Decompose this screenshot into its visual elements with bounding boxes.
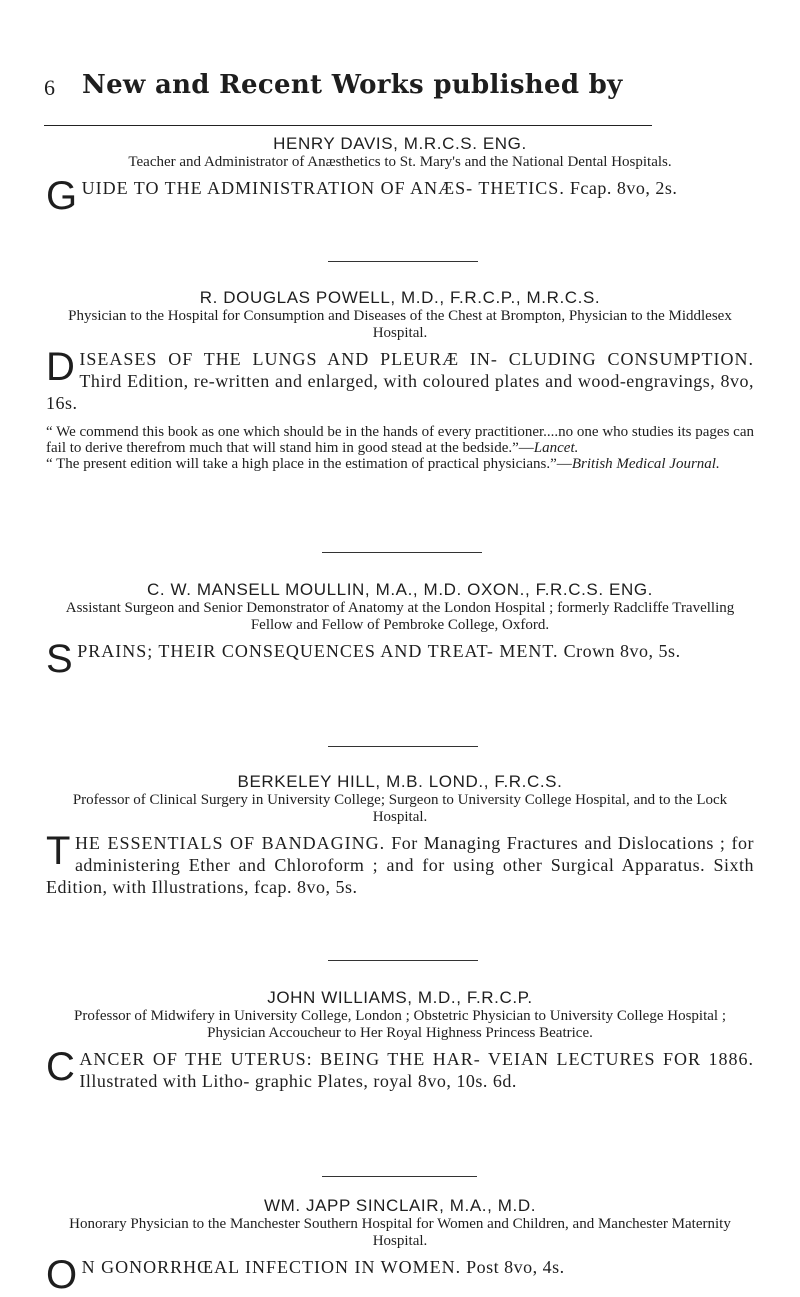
author-affiliation: Teacher and Administrator of Anæsthetics to St. Mary's and the National Dental Hospitals. — [128, 154, 672, 170]
title-details: For Managing Fractures and Dislocations ; for administering Ether and Chloroform ; and for using other Surgical Apparatus. Sixth Edition, with Illustrations, fcap. 8vo, 5s. — [46, 833, 754, 897]
title-caps: PRAINS; THEIR CONSEQUENCES AND TREAT- MENT. — [77, 641, 559, 661]
entry-hill — [46, 772, 754, 898]
entry-powell — [46, 288, 754, 472]
divider — [328, 746, 478, 747]
running-title: New and Recent Works published by — [82, 70, 623, 100]
author-name: BERKELEY HILL, M.B. LOND., F.R.C.S. — [237, 772, 563, 791]
entry-moullin — [46, 580, 754, 681]
author-name: C. W. MANSELL MOULLIN, M.A., M.D. OXON., F.R.C.S. ENG. — [147, 580, 653, 599]
divider — [322, 552, 482, 553]
drop-cap: T — [46, 829, 71, 873]
author-name: HENRY DAVIS, M.R.C.S. ENG. — [273, 134, 527, 153]
author-affiliation: Professor of Midwifery in University College, London ; Obstetric Physician to University College Hospital ; Physician Accoucheur to Her Royal Highness Princess Beatrice. — [74, 1008, 726, 1041]
title-caps: N GONORRHŒAL INFECTION IN WOMEN. — [81, 1257, 462, 1277]
author-affiliation: Honorary Physician to the Manchester Southern Hospital for Women and Children, and Manchester Maternity Hospital. — [69, 1216, 731, 1249]
review-source: Lancet. — [533, 440, 579, 456]
book-title — [46, 1253, 754, 1297]
entry-sinclair — [46, 1196, 754, 1297]
entry-davis — [46, 134, 754, 218]
author-name: JOHN WILLIAMS, M.D., F.R.C.P. — [267, 988, 533, 1007]
book-title — [46, 637, 754, 681]
drop-cap: O — [46, 1253, 78, 1297]
title-caps: HE ESSENTIALS OF BANDAGING. — [74, 833, 386, 853]
divider — [328, 261, 478, 262]
drop-cap: D — [46, 345, 76, 389]
author-name: R. DOUGLAS POWELL, M.D., F.R.C.P., M.R.C.S. — [199, 288, 601, 307]
drop-cap: C — [46, 1045, 76, 1089]
author-affiliation: Assistant Surgeon and Senior Demonstrator of Anatomy at the London Hospital ; formerly Radcliffe Travelling Fellow and Fellow of Pembroke College, Oxford. — [65, 600, 735, 633]
review-source: British Medical Journal. — [571, 456, 720, 472]
title-caps: UIDE TO THE ADMINISTRATION OF ANÆS- THETICS. — [81, 178, 565, 198]
header-rule — [44, 125, 652, 126]
review-quote: “ We commend this book as one which should be in the hands of every practitioner....no one who studies its pages can fail to derive therefrom much that will stand him in good stead at the bedside.”—Lancet. — [46, 424, 754, 456]
book-title — [46, 829, 754, 898]
book-title — [46, 174, 754, 218]
drop-cap: G — [46, 174, 78, 218]
review-quote: “ The present edition will take a high place in the estimation of practical physicians.”—British Medical Journal. — [46, 456, 720, 472]
title-details: Fcap. 8vo, 2s. — [569, 178, 678, 198]
divider — [322, 1176, 477, 1177]
title-caps: ANCER OF THE UTERUS: BEING THE HAR- VEIAN LECTURES FOR 1886. — [79, 1049, 754, 1069]
title-details: Third Edition, re-written and enlarged, with coloured plates and wood-engravings, 8vo, 16s. — [46, 371, 754, 413]
page-number: 6 — [44, 75, 55, 100]
book-title — [46, 1045, 754, 1092]
title-caps: ISEASES OF THE LUNGS AND PLEURÆ IN- CLUDING CONSUMPTION. — [79, 349, 754, 369]
title-details: Crown 8vo, 5s. — [563, 641, 681, 661]
author-affiliation: Professor of Clinical Surgery in University College; Surgeon to University College Hospital, and to the Lock Hospital. — [72, 792, 728, 825]
author-affiliation: Physician to the Hospital for Consumption and Diseases of the Chest at Brompton, Physician to the Middlesex Hospital. — [68, 308, 732, 341]
book-title — [46, 345, 754, 414]
drop-cap: S — [46, 637, 74, 681]
divider — [328, 960, 478, 961]
title-details: Post 8vo, 4s. — [466, 1257, 565, 1277]
entry-williams — [46, 988, 754, 1092]
review-quotes — [46, 424, 754, 472]
title-details: Illustrated with Litho- graphic Plates, royal 8vo, 10s. 6d. — [79, 1071, 517, 1091]
author-name: WM. JAPP SINCLAIR, M.A., M.D. — [263, 1196, 537, 1215]
